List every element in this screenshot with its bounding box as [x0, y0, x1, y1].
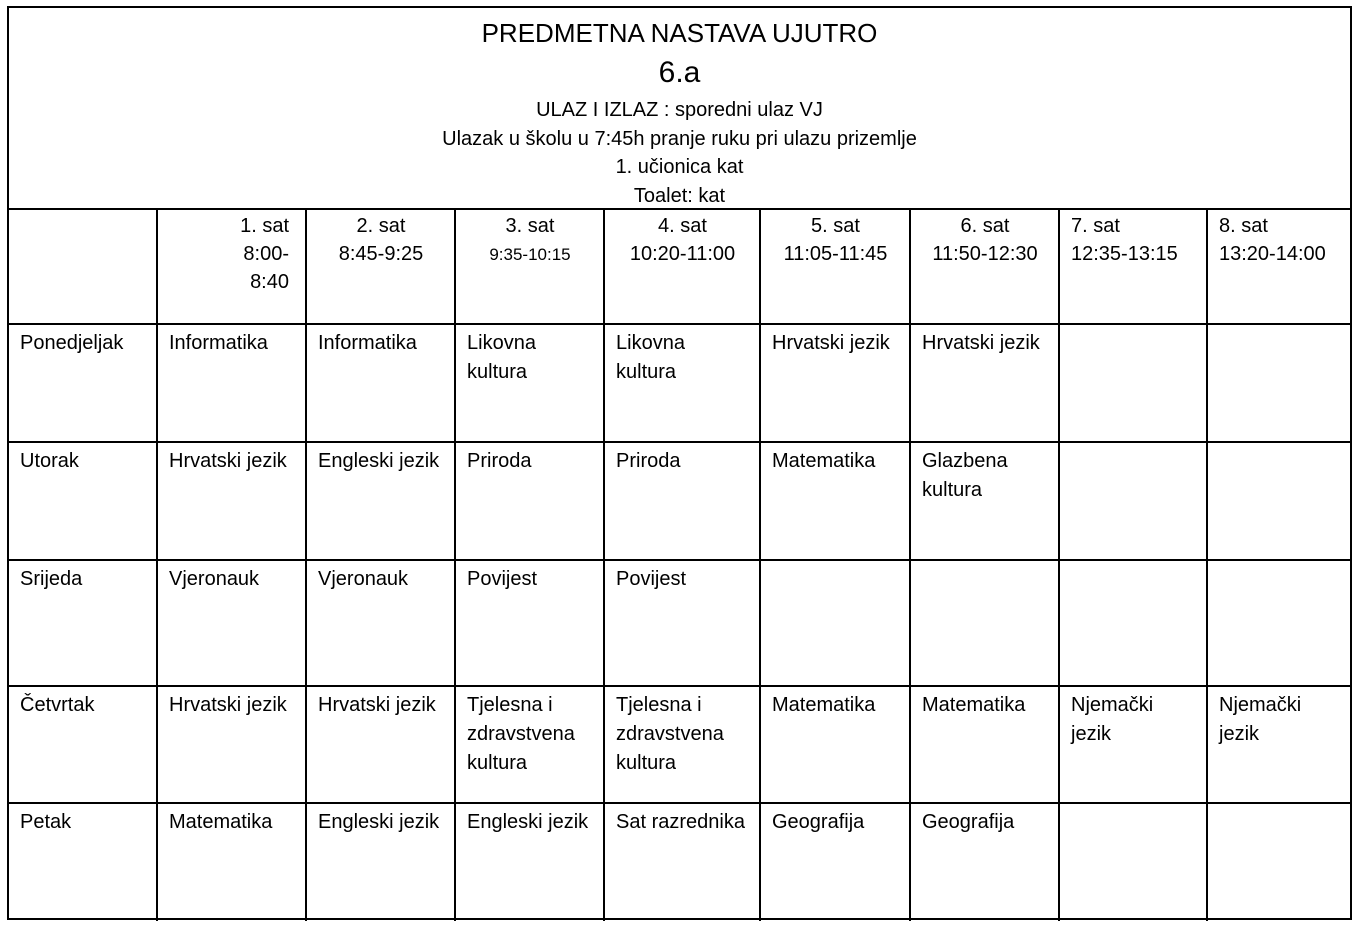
lesson-cell: Glazbena kultura — [910, 442, 1059, 560]
lesson-cell: Matematika — [760, 686, 910, 803]
lesson-cell: Tjelesna i zdravstvena kultura — [455, 686, 604, 803]
lesson-cell — [1207, 324, 1350, 442]
period-label: 4. sat — [658, 215, 707, 237]
period-time: 11:05-11:45 — [783, 243, 888, 265]
page-title: PREDMETNA NASTAVA UJUTRO — [481, 18, 878, 48]
classroom-info: 1. učionica kat — [615, 156, 744, 178]
timetable-grid — [9, 208, 1350, 921]
day-row-srijeda — [9, 560, 1350, 686]
lesson-cell: Matematika — [157, 803, 306, 921]
period-label: 6. sat — [960, 215, 1010, 237]
day-name: Ponedjeljak — [9, 324, 157, 442]
lesson-cell: Geografija — [760, 803, 910, 921]
class-name: 6.a — [658, 56, 701, 89]
lesson-cell: Likovna kultura — [455, 324, 604, 442]
lesson-cell: Hrvatski jezik — [306, 686, 455, 803]
lesson-cell — [1207, 442, 1350, 560]
lesson-cell: Engleski jezik — [455, 803, 604, 921]
period-label: 7. sat — [1071, 215, 1120, 237]
period-cell — [1059, 208, 1207, 324]
lesson-cell: Informatika — [306, 324, 455, 442]
lesson-cell — [1207, 803, 1350, 921]
lesson-cell: Likovna kultura — [604, 324, 760, 442]
lesson-cell: Njemački jezik — [1207, 686, 1350, 803]
corner-cell — [9, 208, 157, 324]
period-label: 3. sat — [505, 215, 555, 237]
lesson-cell: Priroda — [455, 442, 604, 560]
lesson-cell: Vjeronauk — [306, 560, 455, 686]
lesson-cell: Matematika — [910, 686, 1059, 803]
period-cell — [760, 208, 910, 324]
lesson-cell — [1059, 442, 1207, 560]
entrance-info: ULAZ I IZLAZ : sporedni ulaz VJ — [536, 99, 823, 121]
day-row-utorak — [9, 442, 1350, 560]
lesson-cell: Hrvatski jezik — [157, 686, 306, 803]
lesson-cell — [1059, 560, 1207, 686]
period-time: 9:35-10:15 — [489, 245, 571, 264]
lesson-cell: Hrvatski jezik — [760, 324, 910, 442]
period-cell — [306, 208, 455, 324]
period-time: 8:45-9:25 — [338, 243, 424, 265]
lesson-cell: Sat razrednika — [604, 803, 760, 921]
timetable-header — [9, 8, 1350, 210]
day-name: Petak — [9, 803, 157, 921]
day-name: Srijeda — [9, 560, 157, 686]
lesson-cell — [760, 560, 910, 686]
toilet-info: Toalet: kat — [633, 185, 726, 207]
period-cell — [455, 208, 604, 324]
lesson-cell — [1059, 803, 1207, 921]
day-row-cetvrtak — [9, 686, 1350, 803]
lesson-cell: Geografija — [910, 803, 1059, 921]
period-label: 1. sat — [240, 215, 289, 237]
period-time: 12:35-13:15 — [1071, 243, 1178, 265]
day-row-petak — [9, 803, 1350, 921]
period-cell — [1207, 208, 1350, 324]
lesson-cell: Engleski jezik — [306, 803, 455, 921]
period-time: 10:20-11:00 — [629, 243, 736, 265]
lesson-cell: Povijest — [604, 560, 760, 686]
lesson-cell — [1059, 324, 1207, 442]
day-name: Četvrtak — [9, 686, 157, 803]
lesson-cell: Hrvatski jezik — [157, 442, 306, 560]
period-cell — [157, 208, 306, 324]
timetable-sheet — [7, 6, 1352, 920]
lesson-cell: Tjelesna i zdravstvena kultura — [604, 686, 760, 803]
period-time: 11:50-12:30 — [932, 243, 1038, 265]
period-label: 8. sat — [1219, 215, 1268, 237]
lesson-cell: Engleski jezik — [306, 442, 455, 560]
lesson-cell — [910, 560, 1059, 686]
day-name: Utorak — [9, 442, 157, 560]
lesson-cell: Informatika — [157, 324, 306, 442]
lesson-cell: Hrvatski jezik — [910, 324, 1059, 442]
day-row-ponedjeljak — [9, 324, 1350, 442]
lesson-cell: Vjeronauk — [157, 560, 306, 686]
arrival-info: Ulazak u školu u 7:45h pranje ruku pri ulazu prizemlje — [442, 128, 917, 150]
lesson-cell: Povijest — [455, 560, 604, 686]
period-time: 8:00- 8:40 — [243, 243, 289, 293]
lesson-cell: Priroda — [604, 442, 760, 560]
period-label: 2. sat — [356, 215, 406, 237]
lesson-cell: Njemački jezik — [1059, 686, 1207, 803]
period-cell — [604, 208, 760, 324]
period-cell — [910, 208, 1059, 324]
lesson-cell — [1207, 560, 1350, 686]
lesson-cell: Matematika — [760, 442, 910, 560]
period-header-row — [9, 208, 1350, 324]
period-label: 5. sat — [811, 215, 860, 237]
period-time: 13:20-14:00 — [1219, 243, 1326, 265]
